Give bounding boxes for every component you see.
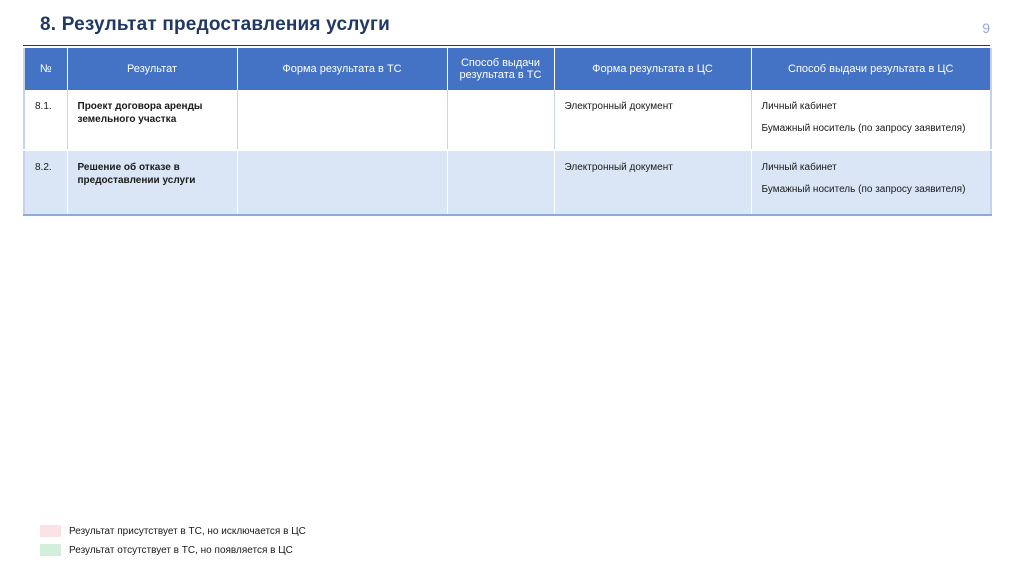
- title-divider: [23, 45, 990, 46]
- header-result: Результат: [67, 48, 237, 90]
- legend-label: Результат отсутствует в ТС, но появляется в ЦС: [69, 544, 293, 556]
- row-result: Проект договора аренды земельного участка: [67, 90, 237, 150]
- row-number: 8.2.: [24, 150, 67, 215]
- legend-swatch-pink: [40, 525, 61, 537]
- header-num: №: [24, 48, 67, 90]
- slide-title: 8. Результат предоставления услуги: [40, 14, 390, 35]
- row-number: 8.1.: [24, 90, 67, 150]
- method-cs-option: Личный кабинет: [761, 101, 837, 112]
- header-form-cs: Форма результата в ЦС: [554, 48, 751, 90]
- row-result: Решение об отказе в предоставлении услуги: [67, 150, 237, 215]
- row-form-cs: Электронный документ: [554, 90, 751, 150]
- table-row: [24, 90, 991, 150]
- header-form-ts: Форма результата в ТС: [237, 48, 447, 90]
- method-cs-option: Бумажный носитель (по запросу заявителя): [761, 184, 966, 195]
- row-form-ts: [237, 150, 447, 215]
- legend-item-excluded: [40, 525, 306, 537]
- row-method-ts: [447, 90, 554, 150]
- legend-label: Результат присутствует в ТС, но исключается в ЦС: [69, 525, 306, 537]
- row-method-cs: [751, 150, 991, 215]
- table-header-row: [24, 48, 991, 90]
- row-method-ts: [447, 150, 554, 215]
- legend-item-added: [40, 544, 293, 556]
- row-method-cs: [751, 90, 991, 150]
- header-method-ts: Способ выдачи результата в ТС: [447, 48, 554, 90]
- header-method-cs: Способ выдачи результата в ЦС: [751, 48, 991, 90]
- method-cs-option: Бумажный носитель (по запросу заявителя): [761, 123, 966, 134]
- row-form-cs: Электронный документ: [554, 150, 751, 215]
- method-cs-option: Личный кабинет: [761, 162, 837, 173]
- legend-swatch-green: [40, 544, 61, 556]
- row-form-ts: [237, 90, 447, 150]
- page-number: 9: [982, 20, 990, 36]
- table-row: [24, 150, 991, 215]
- results-table: [23, 48, 992, 216]
